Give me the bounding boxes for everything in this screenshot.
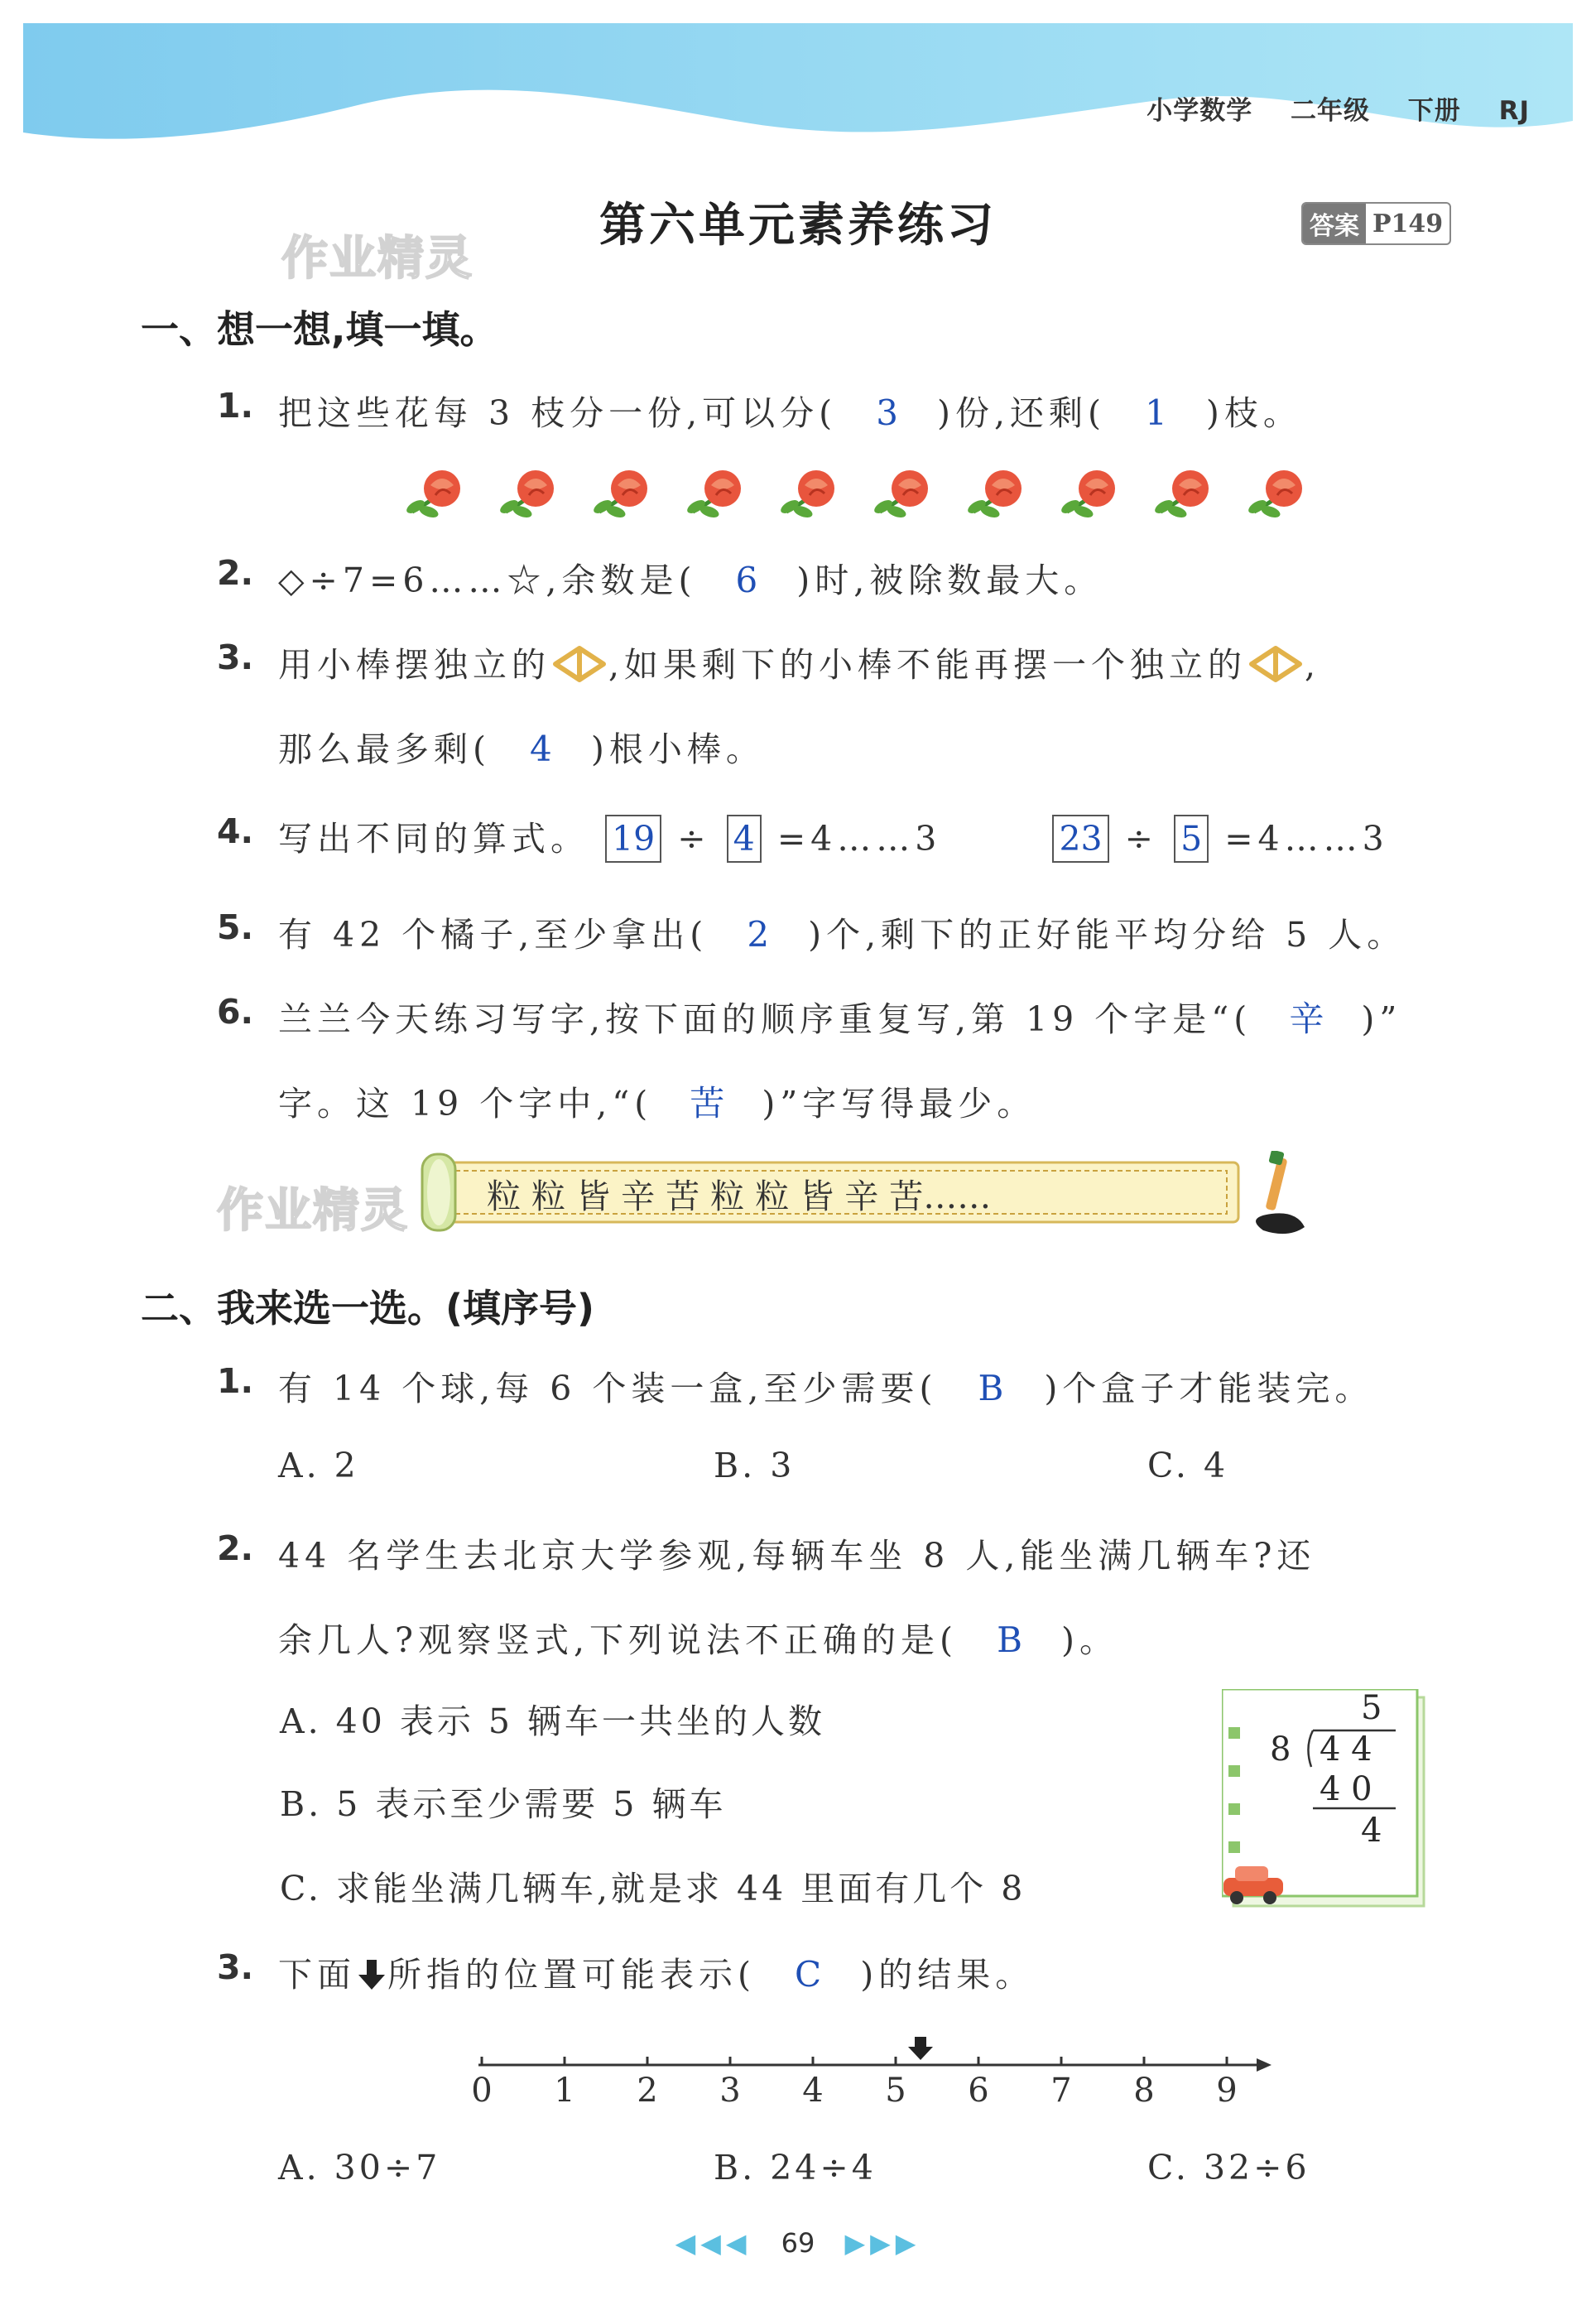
- footer-left-arrows: ◀◀◀: [675, 2227, 752, 2259]
- question-text: 余几人?观察竖式,下列说法不正确的是(: [278, 1620, 959, 1660]
- question-text: 写出不同的算式。: [278, 819, 589, 859]
- question-text: 有 14 个球,每 6 个装一盒,至少需要(: [278, 1369, 938, 1408]
- number-line-label: 1: [554, 2072, 575, 2110]
- operator: ÷: [677, 819, 711, 859]
- question-text: 有 42 个橘子,至少拿出(: [278, 915, 709, 955]
- question-number: 2.: [217, 553, 254, 593]
- option-c: C. 32÷6: [1147, 2148, 1310, 2187]
- question-number: 5.: [217, 907, 254, 947]
- header-grade: 二年级: [1291, 96, 1370, 126]
- number-line-label: 6: [968, 2072, 989, 2110]
- option-c: C. 求能坐满几辆车,就是求 44 里面有几个 8: [280, 1869, 1026, 1908]
- option-a: A. 40 表示 5 辆车一共坐的人数: [280, 1701, 826, 1741]
- section-2-heading: 二、我来选一选。(填序号): [141, 1286, 595, 1331]
- answer-label: 答案: [1303, 204, 1366, 243]
- question-text: )枝。: [1205, 393, 1302, 433]
- down-arrow-icon: [356, 1958, 387, 1991]
- question-text: )”: [1361, 999, 1402, 1039]
- option-c: C. 4: [1147, 1446, 1229, 1485]
- header-subject: 小学数学: [1147, 96, 1253, 126]
- question-number: 1.: [217, 1361, 254, 1401]
- question-number: 6.: [217, 992, 254, 1032]
- footer-right-arrows: ▶▶▶: [844, 2227, 921, 2259]
- header-edition: RJ: [1498, 96, 1530, 126]
- division-divisor: 8: [1270, 1730, 1291, 1769]
- stick-diamond-icon: [1247, 645, 1305, 683]
- question-text: 把这些花每 3 枝分一份,可以分(: [278, 393, 838, 433]
- division-product: 4 0: [1320, 1770, 1372, 1808]
- question-text: )时,被除数最大。: [796, 561, 1103, 600]
- number-line-label: 2: [637, 2072, 658, 2110]
- question-text: 字。这 19 个字中,“(: [278, 1084, 653, 1124]
- option-b: B. 3: [714, 1446, 796, 1485]
- option-a: A. 2: [278, 1446, 359, 1485]
- answer-text: 6: [735, 560, 758, 600]
- question-text: 下面: [278, 1955, 356, 1995]
- header-wave-band: [23, 23, 1573, 147]
- answer-text: 苦: [690, 1083, 725, 1124]
- answer-box: 23: [1052, 815, 1108, 863]
- equation-result: =4……3: [1224, 819, 1389, 859]
- stick-diamond-icon: [550, 645, 608, 683]
- answer-text: 辛: [1289, 999, 1324, 1039]
- division-dividend: 4 4: [1320, 1730, 1372, 1769]
- question-text: )。: [1060, 1620, 1118, 1660]
- operator: ÷: [1124, 819, 1159, 859]
- answer-page: P149: [1372, 209, 1444, 238]
- question-number: 1.: [217, 386, 254, 426]
- watermark-middle: 作业精灵: [217, 1184, 409, 1238]
- page-footer: [0, 2227, 1596, 2259]
- answer-box: 4: [727, 815, 762, 863]
- question-text: )的结果。: [860, 1955, 1035, 1995]
- number-line-pointer-arrow: [908, 2037, 933, 2060]
- question-text: ,如果剩下的小棒不能再摆一个独立的: [608, 645, 1247, 685]
- question-text: )”字写得最少。: [762, 1084, 1036, 1124]
- question-text: 44 名学生去北京大学参观,每辆车坐 8 人,能坐满几辆车?还: [278, 1536, 1316, 1576]
- page-number: 69: [781, 2227, 815, 2259]
- question-text: )根小棒。: [590, 729, 765, 769]
- number-line-label: 5: [885, 2072, 906, 2110]
- answer-text: B: [978, 1368, 1004, 1408]
- division-quotient: 5: [1361, 1689, 1382, 1727]
- number-line: [464, 2037, 1275, 2120]
- answer-box: 5: [1174, 815, 1209, 863]
- question-number: 4.: [217, 811, 254, 851]
- option-a: A. 30÷7: [278, 2148, 441, 2187]
- section-1-heading: 一、想一想,填一填。: [141, 307, 498, 352]
- question-text: )个盒子才能装完。: [1044, 1369, 1374, 1408]
- scroll-banner: [411, 1151, 1321, 1242]
- question-text: )份,还剩(: [937, 393, 1107, 433]
- header-volume: 下册: [1407, 96, 1461, 126]
- watermark-top: 作业精灵: [281, 232, 474, 286]
- question-text: 兰兰今天练习写字,按下面的顺序重复写,第 19 个字是“(: [278, 999, 1252, 1039]
- question-text: 所指的位置可能表示(: [387, 1955, 756, 1995]
- question-text: ,: [1305, 645, 1321, 685]
- question-text: 用小棒摆独立的: [278, 645, 550, 685]
- number-line-label: 4: [802, 2072, 824, 2110]
- number-line-arrowhead: [1257, 2058, 1272, 2072]
- long-division-card: [1222, 1689, 1429, 1913]
- answer-text: 1: [1145, 392, 1167, 433]
- answer-text: 4: [530, 729, 552, 769]
- answer-box: 19: [605, 815, 661, 863]
- scroll-characters: 粒 粒 皆 辛 苦 粒 粒 皆 辛 苦……: [487, 1177, 992, 1216]
- equation-result: =4……3: [776, 819, 942, 859]
- answer-text: 3: [876, 392, 898, 433]
- question-text: 那么最多剩(: [278, 729, 491, 769]
- question-text: ◇÷7=6……☆,余数是(: [278, 561, 697, 600]
- flowers-illustration: [404, 464, 1315, 530]
- number-line-label: 0: [471, 2072, 493, 2110]
- question-text: )个,剩下的正好能平均分给 5 人。: [808, 915, 1406, 955]
- division-remainder: 4: [1361, 1812, 1382, 1850]
- answer-text: C: [795, 1954, 822, 1995]
- question-number: 3.: [217, 638, 254, 677]
- page-title: 第六单元素养练习: [599, 199, 997, 253]
- option-b: B. 5 表示至少需要 5 辆车: [280, 1784, 727, 1824]
- number-line-label: 3: [719, 2072, 741, 2110]
- header-meta: [1118, 89, 1530, 127]
- question-number: 3.: [217, 1947, 254, 1987]
- option-b: B. 24÷4: [714, 2148, 877, 2187]
- question-number: 2.: [217, 1528, 254, 1568]
- number-line-label: 9: [1216, 2072, 1238, 2110]
- answer-reference: [1301, 202, 1451, 245]
- answer-text: 2: [747, 914, 770, 955]
- answer-text: B: [997, 1620, 1022, 1660]
- number-line-label: 7: [1050, 2072, 1072, 2110]
- number-line-label: 8: [1133, 2072, 1155, 2110]
